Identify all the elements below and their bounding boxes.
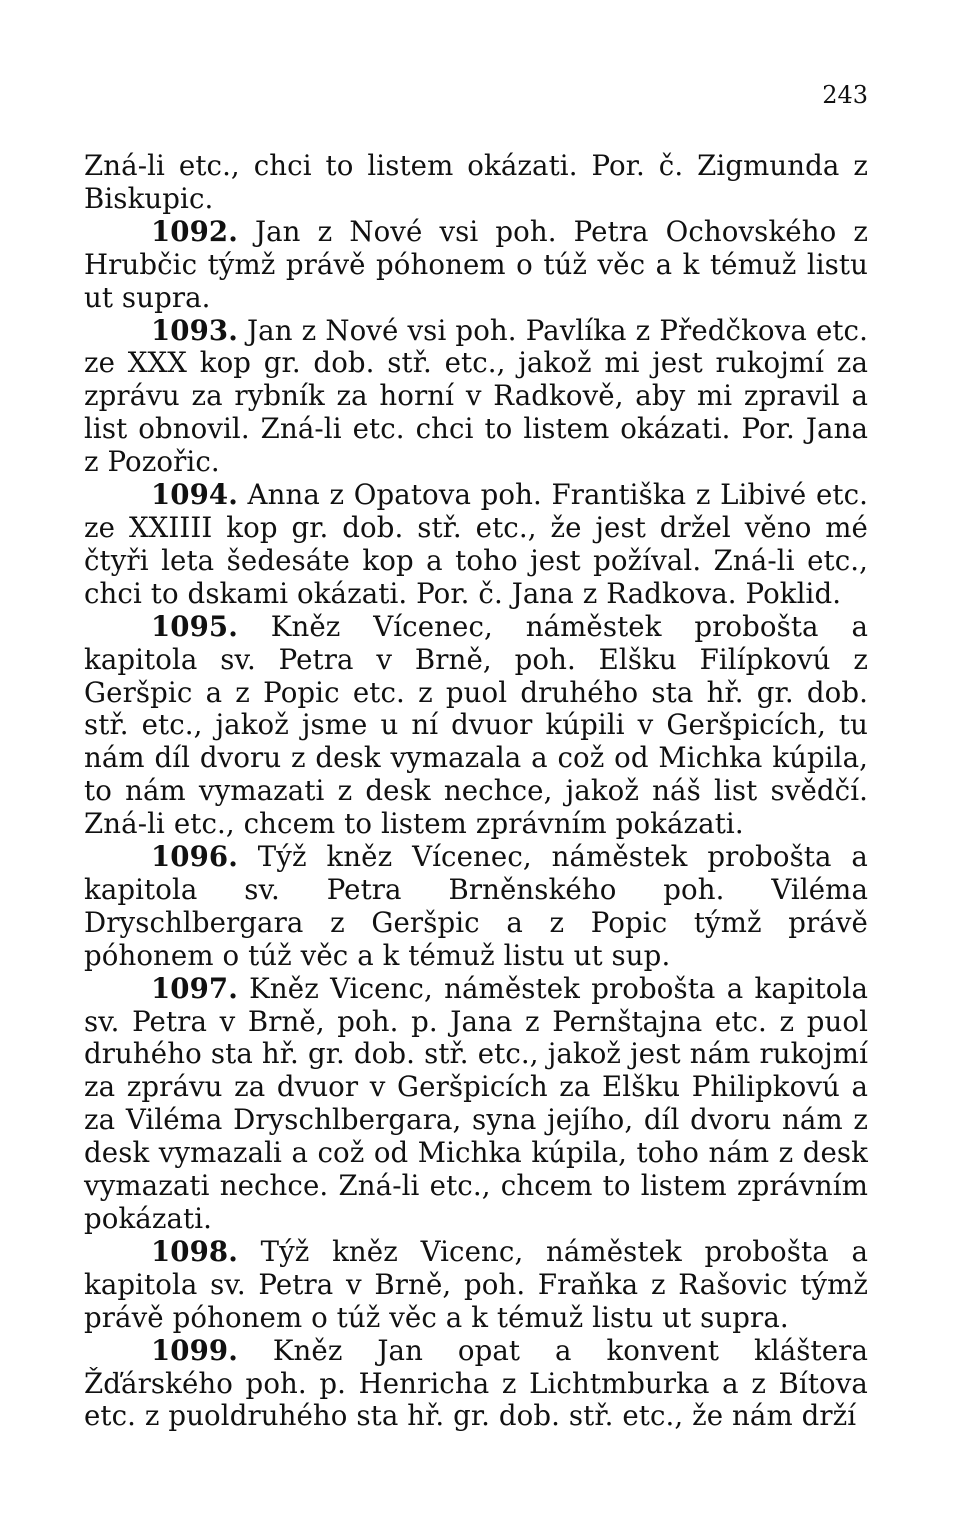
entry-number: 1092.	[151, 214, 238, 248]
page-number: 243	[822, 81, 868, 109]
entry-text: Kněz Vícenec, náměstek probošta a kapitola sv. Petra v Brně, poh. Elšku Filípkovú z Geršpic a z Popic etc. z puol druhého sta hř. gr. dob. stř. etc., jakož jsme u ní dvuor kúpili v Geršpicích, tu nám díl dvoru z desk vymazala a což od Michka kúpila, to nám vymazati z desk nechce, jakož náš list svědčí. Zná-li etc., chcem to listem zprávním pokázati.	[84, 609, 868, 841]
entry-number: 1098.	[151, 1234, 238, 1268]
entry-1092	[84, 216, 868, 315]
entry-number: 1097.	[151, 971, 238, 1005]
entry-number: 1095.	[151, 609, 238, 643]
entry-number: 1093.	[151, 313, 238, 347]
entry-number: 1096.	[151, 840, 238, 874]
entry-1098	[84, 1236, 868, 1335]
entry-1099	[84, 1335, 868, 1434]
page-text	[84, 150, 868, 1433]
entry-number: 1099.	[151, 1333, 238, 1367]
paragraph-continuation: Zná-li etc., chci to listem okázati. Por. č. Zigmunda z Biskupic.	[84, 149, 868, 215]
entry-1094	[84, 479, 868, 611]
entry-text: Týž kněz Vícenec, náměstek probošta a kapitola sv. Petra Brněnského poh. Viléma Dryschlbergara z Geršpic a z Popic týmž právě póhonem o túž věc a k témuž listu ut sup.	[84, 840, 868, 972]
entry-1095	[84, 611, 868, 841]
entry-text: Anna z Opatova poh. Františka z Libivé etc. ze XXIIII kop gr. dob. stř. etc., že jest držel věno mé čtyři leta šedesáte kop a toho jest požíval. Zná-li etc., chci to dskami okázati. Por. č. Jana z Radkova. Poklid.	[84, 478, 868, 610]
entry-1093	[84, 315, 868, 480]
entry-text: Kněz Vicenc, náměstek probošta a kapitola sv. Petra v Brně, poh. p. Jana z Pernštajna etc. z puol druhého sta hř. gr. dob. stř. etc., jakož jest nám rukojmí za zprávu za dvuor v Geršpicích za Elšku Philipkovú a za Viléma Dryschlbergara, syna jejího, díl dvoru nám z desk vymazali a což od Michka kúpila, toho nám z desk vymazati nechce. Zná-li etc., chcem to listem zprávním pokázati.	[84, 971, 868, 1235]
entry-1097	[84, 973, 868, 1236]
entry-text: Jan z Nové vsi poh. Pavlíka z Předčkova etc. ze XXX kop gr. dob. stř. etc., jakož mi jest rukojmí za zprávu za rybník za horní v Radkově, aby mi zpravil a list obnovil. Zná-li etc. chci to listem okázati. Por. Jana z Pozořic.	[84, 313, 868, 479]
entry-number: 1094.	[151, 478, 238, 512]
entry-text: Týž kněz Vicenc, náměstek probošta a kapitola sv. Petra v Brně, poh. Fraňka z Rašovic týmž právě póhonem o túž věc a k témuž listu ut supra.	[84, 1234, 868, 1334]
entry-1096	[84, 841, 868, 973]
entry-text: Jan z Nové vsi poh. Petra Ochovského z Hrubčic týmž právě póhonem o túž věc a k témuž listu ut supra.	[84, 214, 868, 314]
entry-text: Kněz Jan opat a konvent kláštera Žďárského poh. p. Henricha z Lichtmburka a z Bítova etc. z puoldruhého sta hř. gr. dob. stř. etc., že nám drží	[84, 1333, 868, 1433]
